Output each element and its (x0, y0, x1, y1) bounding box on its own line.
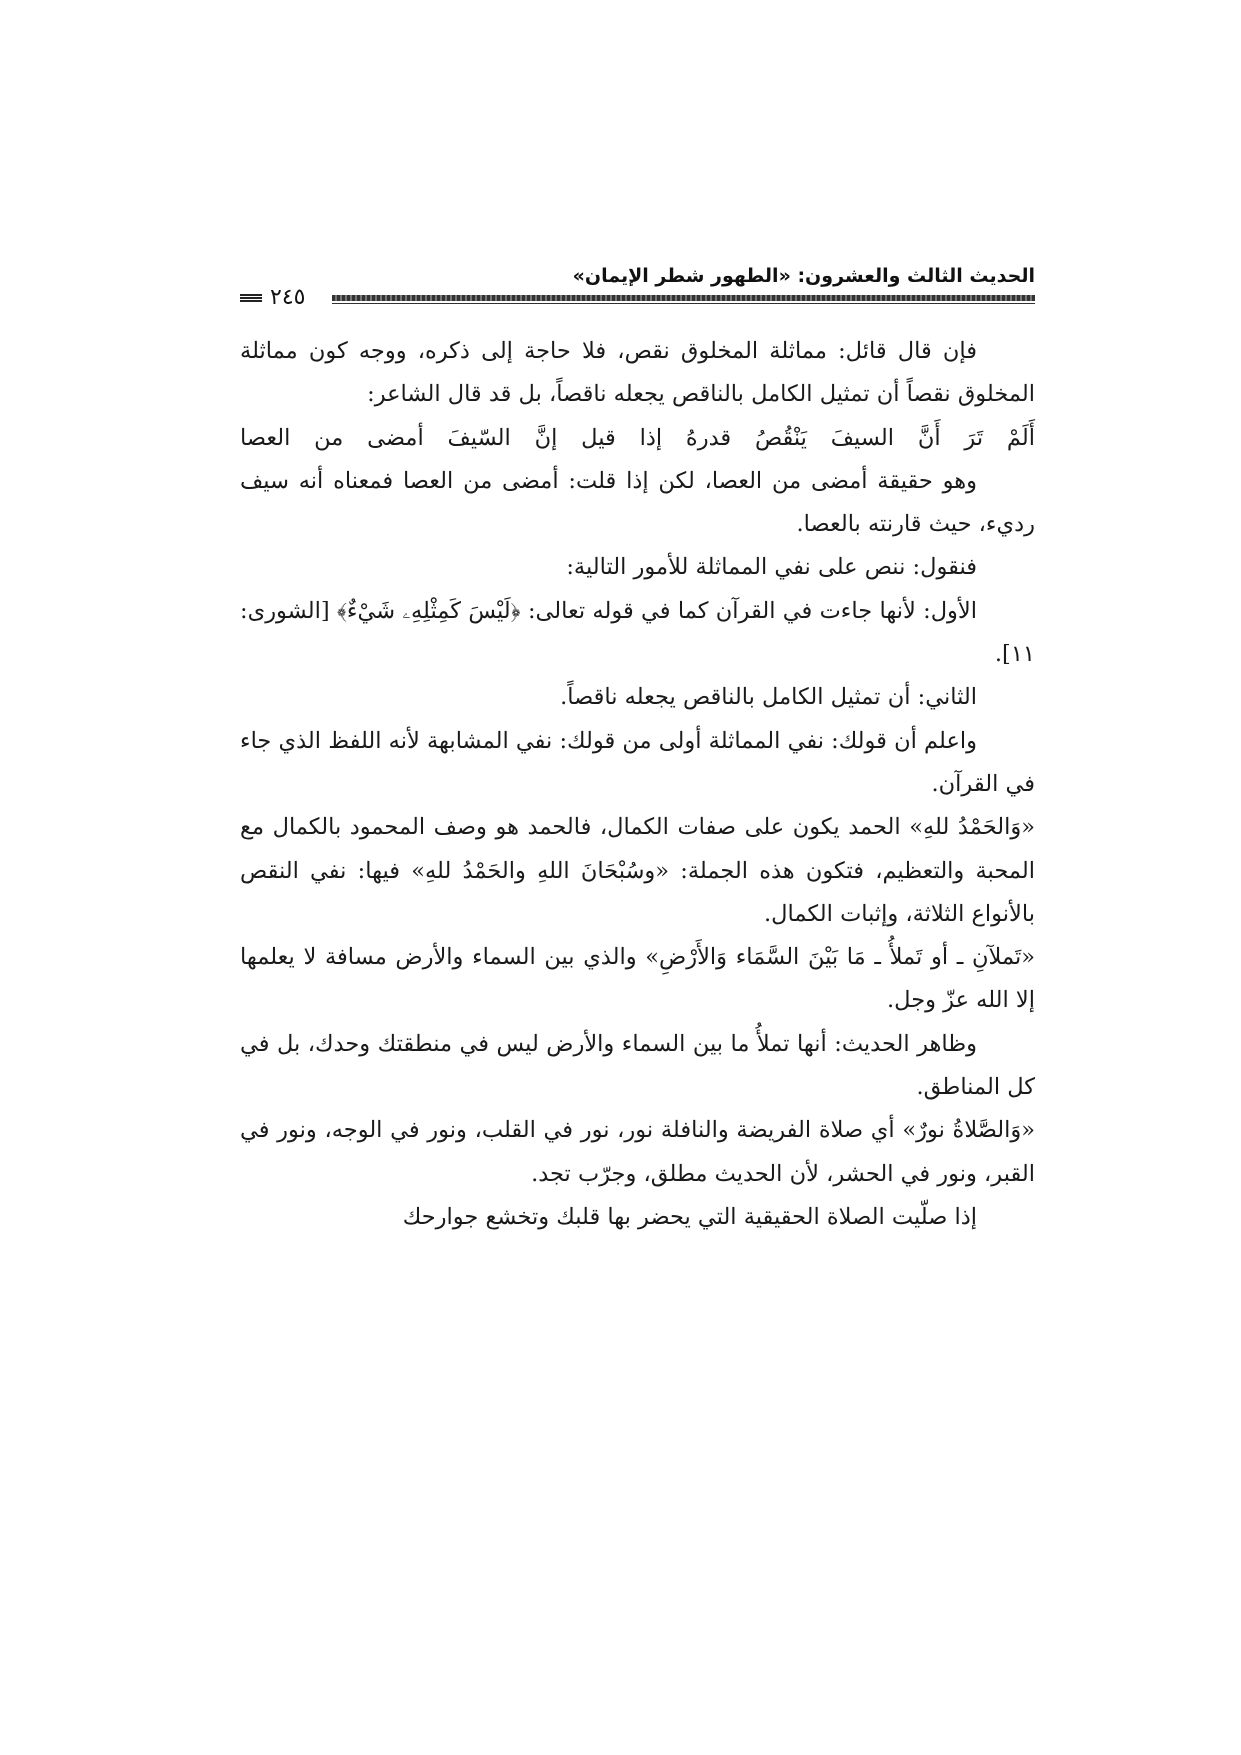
poem-verse: أَلَمْ تَرَ أَنَّ السيفَ يَنْقُصُ قدرهُ إذا قيل إنَّ السّيفَ أمضى من العصا (240, 424, 1035, 451)
paragraph: فإن قال قائل: مماثلة المخلوق نقص، فلا حاجة إلى ذكره، ووجه كون مماثلة المخلوق نقصاً أن تمثيل الكامل بالناقص يجعله ناقصاً، بل قد قال الشاعر: (240, 338, 1035, 408)
paragraph: الثاني: أن تمثيل الكامل بالناقص يجعله ناقصاً. (560, 684, 977, 711)
page-number-ornament (240, 294, 262, 302)
running-header (240, 265, 1035, 315)
paragraph: واعلم أن قولك: نفي المماثلة أولى من قولك: نفي المشابهة لأنه اللفظ الذي جاء في القرآن. (240, 727, 1035, 797)
header-rule-thin (332, 303, 1035, 304)
body-text (240, 330, 1035, 1239)
header-rule (332, 295, 1035, 301)
page-number-box (240, 285, 305, 310)
paragraph: وظاهر الحديث: أنها تملأُ ما بين السماء والأرض ليس في منطقتك وحدك، بل في كل المناطق. (240, 1030, 1035, 1101)
paragraph: وهو حقيقة أمضى من العصا، لكن إذا قلت: أمضى من العصا فمعناه أنه سيف رديء، حيث قارنته بالعصا. (240, 467, 1035, 538)
paragraph: «وَالحَمْدُ للهِ» الحمد يكون على صفات الكمال، فالحمد هو وصف المحمود بالكمال مع المحبة والتعظيم، فتكون هذه الجملة: «وسُبْحَانَ اللهِ والحَمْدُ للهِ» فيها: نفي النقص بالأنواع الثلاثة، وإثبات الكمال. (240, 814, 1035, 927)
paragraph: «تَملآنِ ـ أو تَملأُ ـ مَا بَيْنَ السَّمَاء وَالأَرْضِ» والذي بين السماء والأرض مسافة لا يعلمها إلا الله عزّ وجل. (240, 944, 1035, 1014)
paragraph: «وَالصَّلاةُ نورٌ» أي صلاة الفريضة والنافلة نور، نور في القلب، ونور في الوجه، ونور في القبر، ونور في الحشر، لأن الحديث مطلق، وجرّب تجد. (240, 1117, 1035, 1187)
page-number: ٢٤٥ (270, 285, 306, 310)
paragraph: فنقول: ننص على نفي المماثلة للأمور التالية: (566, 554, 977, 581)
paragraph: إذا صلّيت الصلاة الحقيقية التي يحضر بها قلبك وتخشع جوارحك (402, 1203, 977, 1230)
paragraph: الأول: لأنها جاءت في القرآن كما في قوله تعالى: ﴿لَيْسَ كَمِثْلِهِۦ شَيْءٌ﴾ [الشورى: ١١]. (240, 597, 1035, 668)
chapter-title: الحديث الثالث والعشرون: «الطهور شطر الإيمان» (572, 265, 1035, 287)
